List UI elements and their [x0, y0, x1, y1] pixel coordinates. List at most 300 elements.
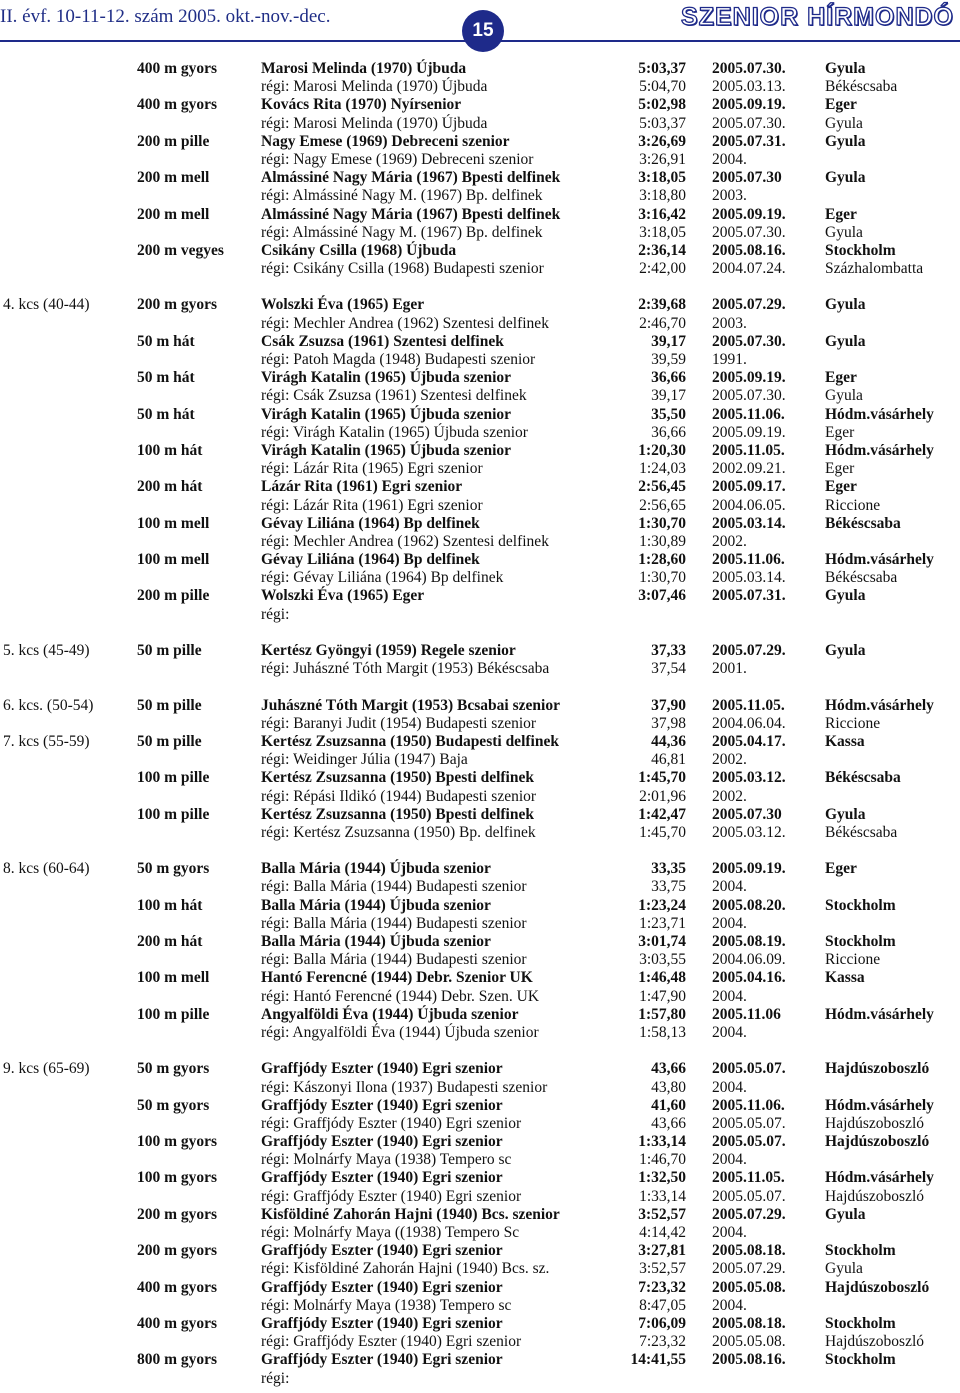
record-time: 4:14,42	[639, 1224, 686, 1241]
record-place: Békéscsaba	[825, 823, 898, 841]
record-time: 3:26,91	[639, 150, 686, 168]
event-name: 50 m pille	[137, 696, 202, 714]
record-date: 2001.	[712, 660, 747, 678]
record-place: Hódm.vásárhely	[825, 1096, 934, 1114]
record-time: 1:46,48	[638, 969, 686, 987]
previous-record-row	[0, 788, 960, 806]
previous-record-row	[0, 424, 960, 442]
record-date: 2005.07.29.	[712, 1205, 786, 1223]
record-time: 2:56,45	[638, 478, 686, 496]
record-place: Gyula	[825, 114, 863, 132]
record-place: Gyula	[825, 387, 863, 405]
record-row	[0, 1133, 960, 1151]
section-spacer	[0, 1042, 960, 1060]
record-date: 2005.03.13.	[712, 78, 786, 96]
record-row	[0, 551, 960, 569]
record-time: 36,66	[651, 423, 686, 441]
event-name: 400 m gyors	[137, 96, 218, 114]
record-place: Stockholm	[825, 241, 896, 259]
record-place: Békéscsaba	[825, 514, 901, 532]
age-category: 5. kcs (45-49)	[3, 642, 90, 659]
records-table	[0, 60, 960, 1388]
swimmer-name: Graffjódy Eszter (1940) Egri szenior	[261, 1169, 503, 1187]
record-row	[0, 369, 960, 387]
record-time: 1:47,90	[639, 987, 686, 1005]
record-date: 2005.09.19.	[712, 369, 786, 387]
record-date: 2002.	[712, 532, 747, 550]
record-row	[0, 733, 960, 751]
record-date: 2005.03.14.	[712, 569, 786, 587]
previous-record-row	[0, 715, 960, 733]
record-time: 3:18,80	[639, 187, 686, 205]
record-date: 2005.07.30	[712, 169, 782, 187]
record-time: 1:28,60	[638, 551, 686, 569]
age-category: 7. kcs (55-59)	[3, 732, 90, 750]
record-date: 2004.	[712, 1296, 747, 1314]
record-place: Hódm.vásárhely	[825, 405, 934, 423]
swimmer-name: régi: Patoh Magda (1948) Budapesti szenior	[261, 351, 536, 368]
record-time: 3:07,46	[638, 587, 686, 605]
masthead-logo: SZENIOR HÍRMONDÓ	[681, 3, 954, 31]
swimmer-name: régi: Almássiné Nagy M. (1967) Bp. delfinek	[261, 187, 543, 205]
record-date: 2005.05.07.	[712, 1060, 786, 1078]
record-date: 2005.07.29.	[712, 642, 786, 659]
swimmer-name: Virágh Katalin (1965) Újbuda szenior	[261, 369, 512, 387]
swimmer-name: régi: Balla Mária (1944) Budapesti szenior	[261, 914, 527, 932]
record-date: 2005.09.19.	[712, 423, 786, 441]
record-time: 3:27,81	[638, 1242, 686, 1260]
previous-record-row	[0, 878, 960, 896]
record-time: 43,80	[651, 1078, 686, 1096]
record-row	[0, 642, 960, 660]
record-time: 1:30,89	[639, 532, 686, 550]
section-spacer	[0, 678, 960, 696]
record-time: 39,17	[651, 387, 686, 405]
record-time: 3:18,05	[638, 169, 686, 187]
record-row	[0, 769, 960, 787]
record-time: 8:47,05	[639, 1296, 686, 1314]
swimmer-name: régi: Baranyi Judit (1954) Budapesti szenior	[261, 714, 537, 732]
previous-record-row	[0, 1224, 960, 1242]
swimmer-name: régi: Marosi Melinda (1970) Újbuda	[261, 114, 488, 132]
swimmer-name: Balla Mária (1944) Újbuda szenior	[261, 896, 491, 914]
record-time: 1:45,70	[638, 769, 686, 787]
event-name: 200 m mell	[137, 169, 210, 187]
record-date: 2005.08.18.	[712, 1314, 786, 1332]
record-date: 2002.	[712, 751, 747, 769]
record-date: 2005.11.06.	[712, 551, 785, 569]
record-date: 2005.04.17.	[712, 732, 786, 750]
swimmer-name: régi: Molnárfy Maya (1938) Tempero sc	[261, 1296, 512, 1314]
previous-record-row	[0, 115, 960, 133]
event-name: 200 m gyors	[137, 1205, 218, 1223]
event-name: 100 m hát	[137, 896, 203, 914]
record-place: Százhalombatta	[825, 260, 924, 278]
record-place: Riccione	[825, 496, 881, 514]
swimmer-name: Angyalföldi Éva (1944) Újbuda szenior	[261, 1005, 519, 1023]
swimmer-name: régi: Hantó Ferencné (1944) Debr. Szen. UK	[261, 987, 540, 1005]
record-date: 2005.05.07.	[712, 1133, 786, 1151]
record-date: 2005.08.16.	[712, 1351, 786, 1369]
swimmer-name: Nagy Emese (1969) Debreceni szenior	[261, 132, 510, 150]
event-name: 100 m pille	[137, 769, 210, 787]
swimmer-name: régi: Kisföldiné Zahorán Hajni (1940) Bcs. sz.	[261, 1260, 550, 1278]
event-name: 50 m gyors	[137, 860, 210, 878]
swimmer-name: Balla Mária (1944) Újbuda szenior	[261, 860, 491, 878]
previous-record-row	[0, 460, 960, 478]
event-name: 100 m mell	[137, 514, 210, 532]
record-time: 1:24,03	[639, 460, 686, 478]
record-place: Stockholm	[825, 1242, 896, 1260]
record-date: 2005.07.30	[712, 805, 782, 823]
record-date: 2003.	[712, 314, 747, 332]
event-name: 50 m pille	[137, 732, 202, 750]
record-date: 2005.05.08.	[712, 1278, 786, 1296]
record-place: Hódm.vásárhely	[825, 696, 934, 714]
record-row	[0, 1097, 960, 1115]
event-name: 200 m pille	[137, 587, 210, 605]
record-time: 5:03,37	[638, 60, 686, 77]
record-date: 2002.	[712, 787, 747, 805]
swimmer-name: Hantó Ferencné (1944) Debr. Szenior UK	[261, 969, 533, 987]
record-date: 2005.07.29.	[712, 296, 786, 314]
event-name: 100 m pille	[137, 805, 210, 823]
record-time: 1:45,70	[639, 823, 686, 841]
previous-record-row	[0, 569, 960, 587]
record-time: 7:06,09	[638, 1314, 686, 1332]
swimmer-name: Lázár Rita (1961) Egri szenior	[261, 478, 463, 496]
record-place: Gyula	[825, 223, 863, 241]
record-place: Békéscsaba	[825, 78, 898, 96]
swimmer-name: régi: Graffjódy Eszter (1940) Egri szenior	[261, 1114, 522, 1132]
record-place: Riccione	[825, 951, 881, 969]
swimmer-name: Graffjódy Eszter (1940) Egri szenior	[261, 1351, 503, 1369]
swimmer-name: régi: Molnárfy Maya ((1938) Tempero Sc	[261, 1224, 520, 1241]
record-time: 43,66	[651, 1060, 686, 1078]
swimmer-name: Kertész Zsuzsanna (1950) Bpesti delfinek	[261, 769, 534, 787]
previous-record-row	[0, 1297, 960, 1315]
record-date: 2005.05.07.	[712, 1114, 786, 1132]
swimmer-name: régi: Weidinger Júlia (1947) Baja	[261, 751, 468, 769]
record-time: 3:01,74	[638, 933, 686, 950]
swimmer-name: Kertész Zsuzsanna (1950) Budapesti delfinek	[261, 732, 559, 750]
record-time: 1:23,71	[639, 914, 686, 932]
record-date: 2005.09.19.	[712, 96, 786, 114]
swimmer-name: régi: Lázár Rita (1961) Egri szenior	[261, 496, 483, 514]
swimmer-name: régi: Almássiné Nagy M. (1967) Bp. delfinek	[261, 223, 543, 241]
record-place: Gyula	[825, 805, 866, 823]
record-place: Gyula	[825, 169, 866, 187]
previous-record-row	[0, 660, 960, 678]
record-date: 2004.06.04.	[712, 714, 786, 732]
record-date: 2004.	[712, 878, 747, 896]
record-place: Gyula	[825, 296, 866, 314]
record-row	[0, 333, 960, 351]
record-row	[0, 442, 960, 460]
swimmer-name: Graffjódy Eszter (1940) Egri szenior	[261, 1133, 503, 1151]
previous-record-row	[0, 387, 960, 405]
record-date: 2005.11.06.	[712, 1096, 785, 1114]
event-name: 400 m gyors	[137, 1278, 218, 1296]
event-name: 100 m pille	[137, 1005, 210, 1023]
record-place: Kassa	[825, 969, 865, 987]
record-time: 2:42,00	[639, 260, 686, 278]
record-time: 1:46,70	[639, 1151, 686, 1169]
record-time: 35,50	[651, 405, 686, 423]
previous-record-row	[0, 187, 960, 205]
record-row	[0, 206, 960, 224]
event-name: 200 m gyors	[137, 1242, 218, 1260]
swimmer-name: régi: Csák Zsuzsa (1961) Szentesi delfinek	[261, 387, 527, 405]
record-place: Békéscsaba	[825, 569, 898, 587]
record-date: 2004.07.24.	[712, 260, 786, 278]
swimmer-name: Balla Mária (1944) Újbuda szenior	[261, 933, 491, 950]
swimmer-name: Kovács Rita (1970) Nyírsenior	[261, 96, 462, 114]
swimmer-name: régi: Gévay Liliána (1964) Bp delfinek	[261, 569, 504, 587]
previous-record-row	[0, 351, 960, 369]
record-time: 1:32,50	[638, 1169, 686, 1187]
record-date: 2003.	[712, 187, 747, 205]
swimmer-name: Graffjódy Eszter (1940) Egri szenior	[261, 1242, 503, 1260]
previous-record-row	[0, 988, 960, 1006]
record-time: 1:30,70	[639, 569, 686, 587]
event-name: 100 m mell	[137, 969, 210, 987]
event-name: 200 m hát	[137, 933, 203, 950]
previous-record-row	[0, 1188, 960, 1206]
record-time: 1:57,80	[638, 1005, 686, 1023]
record-time: 1:33,14	[638, 1133, 686, 1151]
record-time: 39,17	[651, 332, 686, 350]
age-category: 8. kcs (60-64)	[3, 860, 90, 878]
record-place: Kassa	[825, 732, 865, 750]
swimmer-name: Csák Zsuzsa (1961) Szentesi delfinek	[261, 332, 504, 350]
record-time: 3:52,57	[639, 1260, 686, 1278]
section-spacer	[0, 624, 960, 642]
record-place: Gyula	[825, 587, 866, 605]
section-spacer	[0, 278, 960, 296]
record-place: Hajdúszoboszló	[825, 1187, 925, 1205]
record-date: 2005.07.30.	[712, 223, 786, 241]
previous-record-row	[0, 606, 960, 624]
record-time: 1:23,24	[638, 896, 686, 914]
event-name: 50 m gyors	[137, 1096, 210, 1114]
record-time: 1:33,14	[639, 1187, 686, 1205]
event-name: 100 m hát	[137, 441, 203, 459]
record-time: 44,36	[651, 732, 686, 750]
record-time: 3:16,42	[638, 205, 686, 223]
previous-record-row	[0, 497, 960, 515]
event-name: 400 m gyors	[137, 60, 218, 77]
record-place: Gyula	[825, 642, 866, 659]
event-name: 100 m gyors	[137, 1133, 218, 1151]
record-time: 33,75	[651, 878, 686, 896]
swimmer-name: Graffjódy Eszter (1940) Egri szenior	[261, 1278, 503, 1296]
record-row	[0, 1315, 960, 1333]
record-date: 2005.11.05.	[712, 1169, 785, 1187]
record-time: 43,66	[651, 1114, 686, 1132]
record-time: 2:36,14	[638, 241, 686, 259]
age-category: 4. kcs (40-44)	[3, 296, 90, 314]
record-row	[0, 133, 960, 151]
previous-record-row	[0, 951, 960, 969]
swimmer-name: régi:	[261, 1369, 290, 1387]
event-name: 200 m vegyes	[137, 241, 224, 259]
swimmer-name: régi: Kászonyi Ilona (1937) Budapesti szenior	[261, 1078, 548, 1096]
record-place: Hódm.vásárhely	[825, 1005, 934, 1023]
record-date: 2005.07.30.	[712, 387, 786, 405]
record-row	[0, 1279, 960, 1297]
event-name: 400 m gyors	[137, 1314, 218, 1332]
record-time: 5:04,70	[639, 78, 686, 96]
record-place: Hajdúszoboszló	[825, 1060, 930, 1078]
record-row	[0, 60, 960, 78]
swimmer-name: régi: Répási Ildikó (1944) Budapesti szenior	[261, 787, 537, 805]
event-name: 200 m pille	[137, 132, 210, 150]
swimmer-name: régi: Balla Mária (1944) Budapesti szenior	[261, 878, 527, 896]
previous-record-row	[0, 533, 960, 551]
record-row	[0, 1169, 960, 1187]
record-date: 2004.06.05.	[712, 496, 786, 514]
previous-record-row	[0, 1115, 960, 1133]
record-time: 2:56,65	[639, 496, 686, 514]
record-row	[0, 96, 960, 114]
swimmer-name: régi: Virágh Katalin (1965) Újbuda szenior	[261, 423, 528, 441]
previous-record-row	[0, 151, 960, 169]
record-date: 2005.07.30.	[712, 332, 786, 350]
swimmer-name: Kertész Zsuzsanna (1950) Bpesti delfinek	[261, 805, 534, 823]
swimmer-name: Wolszki Éva (1965) Eger	[261, 296, 425, 314]
previous-record-row	[0, 1079, 960, 1097]
record-place: Eger	[825, 860, 857, 878]
record-place: Hajdúszoboszló	[825, 1333, 925, 1351]
swimmer-name: Virágh Katalin (1965) Újbuda szenior	[261, 441, 512, 459]
swimmer-name: régi: Mechler Andrea (1962) Szentesi delfinek	[261, 314, 549, 332]
record-place: Stockholm	[825, 933, 896, 950]
record-row	[0, 806, 960, 824]
record-time: 33,35	[651, 860, 686, 878]
record-date: 2005.08.20.	[712, 896, 786, 914]
swimmer-name: régi: Juhászné Tóth Margit (1953) Békéscsaba	[261, 660, 550, 678]
record-time: 2:01,96	[639, 787, 686, 805]
page-header	[0, 0, 960, 42]
record-row	[0, 296, 960, 314]
record-place: Békéscsaba	[825, 769, 901, 787]
record-time: 1:58,13	[639, 1023, 686, 1041]
event-name: 50 m hát	[137, 369, 195, 387]
swimmer-name: régi: Lázár Rita (1965) Egri szenior	[261, 460, 483, 478]
record-date: 2005.08.19.	[712, 933, 786, 950]
previous-record-row	[0, 78, 960, 96]
swimmer-name: régi: Marosi Melinda (1970) Újbuda	[261, 78, 488, 96]
record-time: 14:41,55	[630, 1351, 686, 1369]
record-date: 2005.04.16.	[712, 969, 786, 987]
page-number-badge: 15	[462, 10, 504, 52]
swimmer-name: Kertész Gyöngyi (1959) Regele szenior	[261, 642, 516, 659]
record-time: 3:03,55	[639, 951, 686, 969]
previous-record-row	[0, 824, 960, 842]
record-date: 2005.07.31.	[712, 587, 786, 605]
swimmer-name: Kisföldiné Zahorán Hajni (1940) Bcs. szenior	[261, 1205, 560, 1223]
previous-record-row	[0, 1151, 960, 1169]
event-name: 200 m gyors	[137, 296, 218, 314]
record-date: 2004.	[712, 1151, 747, 1169]
record-place: Stockholm	[825, 1314, 896, 1332]
record-date: 2002.09.21.	[712, 460, 786, 478]
record-place: Eger	[825, 478, 857, 496]
age-category: 9. kcs (65-69)	[3, 1060, 90, 1078]
event-name: 800 m gyors	[137, 1351, 218, 1369]
record-date: 2005.11.06.	[712, 405, 785, 423]
record-place: Stockholm	[825, 1351, 896, 1369]
record-time: 2:39,68	[638, 296, 686, 314]
swimmer-name: régi: Graffjódy Eszter (1940) Egri szenior	[261, 1187, 522, 1205]
swimmer-name: régi: Molnárfy Maya (1938) Tempero sc	[261, 1151, 512, 1169]
record-date: 2004.	[712, 1078, 747, 1096]
record-date: 2005.05.08.	[712, 1333, 786, 1351]
record-place: Eger	[825, 423, 855, 441]
record-place: Gyula	[825, 1260, 863, 1278]
record-time: 3:52,57	[638, 1205, 686, 1223]
record-date: 2005.07.30.	[712, 60, 786, 77]
swimmer-name: Graffjódy Eszter (1940) Egri szenior	[261, 1060, 503, 1078]
record-date: 2005.07.29.	[712, 1260, 786, 1278]
swimmer-name: Csikány Csilla (1968) Újbuda	[261, 241, 457, 259]
record-place: Hódm.vásárhely	[825, 551, 934, 569]
swimmer-name: Graffjódy Eszter (1940) Egri szenior	[261, 1096, 503, 1114]
record-place: Eger	[825, 460, 855, 478]
record-place: Eger	[825, 205, 857, 223]
previous-record-row	[0, 1370, 960, 1388]
record-time: 37,54	[651, 660, 686, 678]
record-time: 41,60	[651, 1096, 686, 1114]
record-row	[0, 406, 960, 424]
record-date: 2005.08.18.	[712, 1242, 786, 1260]
swimmer-name: régi: Balla Mária (1944) Budapesti szenior	[261, 951, 527, 969]
record-time: 37,90	[651, 696, 686, 714]
record-time: 39,59	[651, 351, 686, 368]
record-row	[0, 897, 960, 915]
age-category: 6. kcs. (50-54)	[3, 696, 94, 714]
record-date: 2004.06.09.	[712, 951, 786, 969]
record-place: Hajdúszoboszló	[825, 1114, 925, 1132]
record-place: Stockholm	[825, 896, 896, 914]
event-name: 100 m gyors	[137, 1169, 218, 1187]
record-time: 3:26,69	[638, 132, 686, 150]
record-row	[0, 860, 960, 878]
record-date: 2005.11.05.	[712, 441, 785, 459]
previous-record-row	[0, 1024, 960, 1042]
record-row	[0, 515, 960, 533]
swimmer-name: Juhászné Tóth Margit (1953) Bcsabai szenior	[261, 696, 560, 714]
record-place: Gyula	[825, 1205, 866, 1223]
record-date: 2004.	[712, 987, 747, 1005]
record-row	[0, 969, 960, 987]
record-date: 2005.05.07.	[712, 1187, 786, 1205]
swimmer-name: Graffjódy Eszter (1940) Egri szenior	[261, 1314, 503, 1332]
record-time: 7:23,32	[638, 1278, 686, 1296]
record-date: 2005.09.19.	[712, 205, 786, 223]
record-row	[0, 697, 960, 715]
record-place: Eger	[825, 369, 857, 387]
previous-record-row	[0, 315, 960, 333]
record-date: 2005.07.30.	[712, 114, 786, 132]
record-date: 2004.	[712, 1023, 747, 1041]
previous-record-row	[0, 224, 960, 242]
event-name: 100 m mell	[137, 551, 210, 569]
swimmer-name: régi: Kertész Zsuzsanna (1950) Bp. delfinek	[261, 823, 536, 841]
record-time: 3:18,05	[639, 223, 686, 241]
swimmer-name: Almássiné Nagy Mária (1967) Bpesti delfinek	[261, 205, 561, 223]
